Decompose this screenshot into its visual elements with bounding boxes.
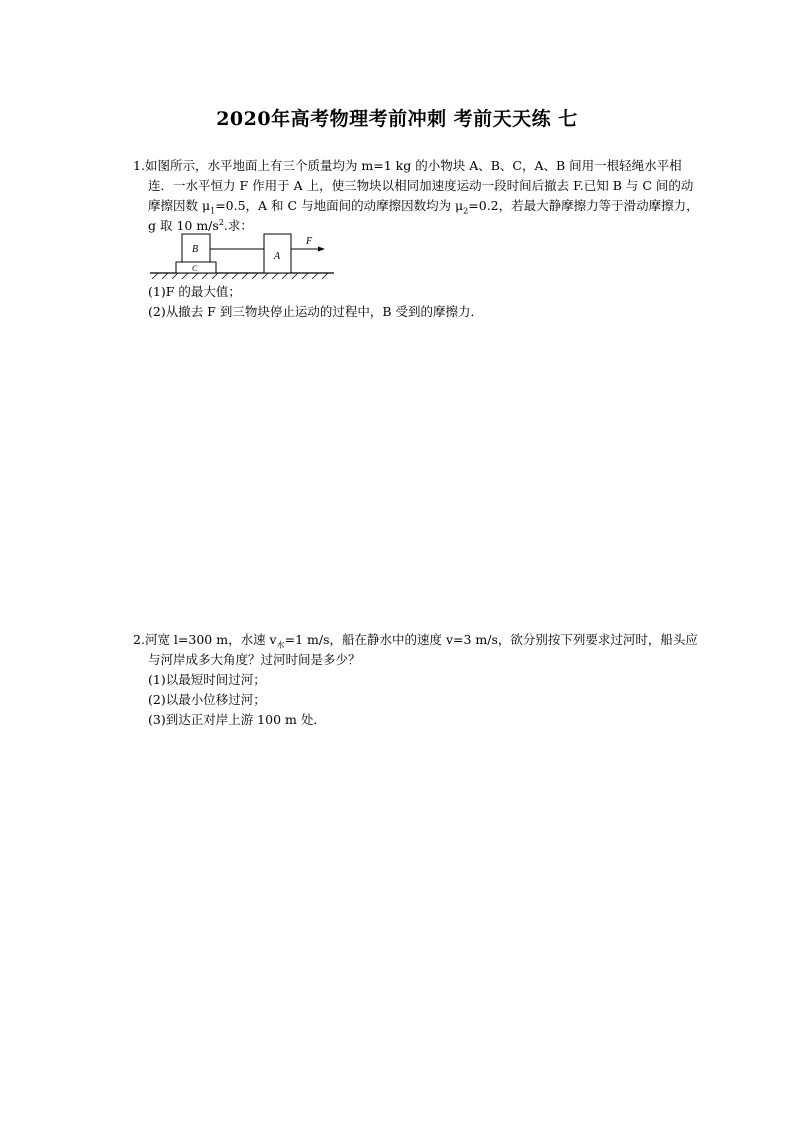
question-2-stem [118, 630, 703, 670]
label-b: B [192, 244, 199, 255]
question-2-text: =1 m/s，船在静水中的速度 v=3 m/s，欲分别按下列要求过河时，船头应与河岸成多大角度？过河时间是多少？ [148, 632, 698, 667]
force-arrowhead [318, 247, 325, 252]
v-subscript: 水 [276, 640, 285, 650]
block-diagram [148, 230, 338, 282]
question-1-part-2: (2)从撤去 F 到三物块停止运动的过程中，B 受到的摩擦力． [148, 304, 483, 319]
question-2-part-1: (1)以最短时间过河； [148, 672, 266, 687]
question-1-number: 1. [133, 158, 145, 173]
question-1 [118, 156, 703, 236]
mu1-subscript: 1 [210, 206, 216, 216]
question-2-number: 2. [133, 632, 145, 647]
question-1-text: .求： [223, 218, 253, 233]
page-title: 2020年高考物理考前冲刺 考前天天练 七 [216, 108, 578, 130]
question-1-text: =0.5，A 和 C 与地面间的动摩擦因数均为 μ [215, 198, 464, 213]
ground-hatching [152, 273, 328, 279]
question-2 [118, 630, 703, 730]
label-c: C [192, 264, 198, 273]
question-2-text: 河宽 l=300 m，水速 v [144, 632, 277, 647]
question-1-stem [118, 156, 703, 236]
mu2-subscript: 2 [463, 206, 469, 216]
label-f: F [306, 236, 313, 247]
question-2-part-2: (2)以最小位移过河； [148, 692, 266, 707]
question-1-part-1: (1)F 的最大值； [148, 284, 241, 299]
question-1-text: 如图所示，水平地面上有三个质量均为 m=1 kg 的小物块 A、B、C，A、B 间用一根轻绳水平相连．一水平恒力 F 作用于 A 上，使三物块以相同加速度运动一段时间后撤去 F.已知 B 与 C 间的动摩擦因数 μ [144, 158, 694, 213]
question-1-subquestions [118, 282, 703, 322]
unit-exponent: 2 [218, 217, 224, 227]
question-2-part-3: (3)到达正对岸上游 100 m 处． [148, 712, 326, 727]
label-a: A [274, 251, 281, 262]
question-1-text: =0.2，若最大静摩擦力等于滑动摩擦力，g 取 10 m/s [148, 198, 699, 233]
